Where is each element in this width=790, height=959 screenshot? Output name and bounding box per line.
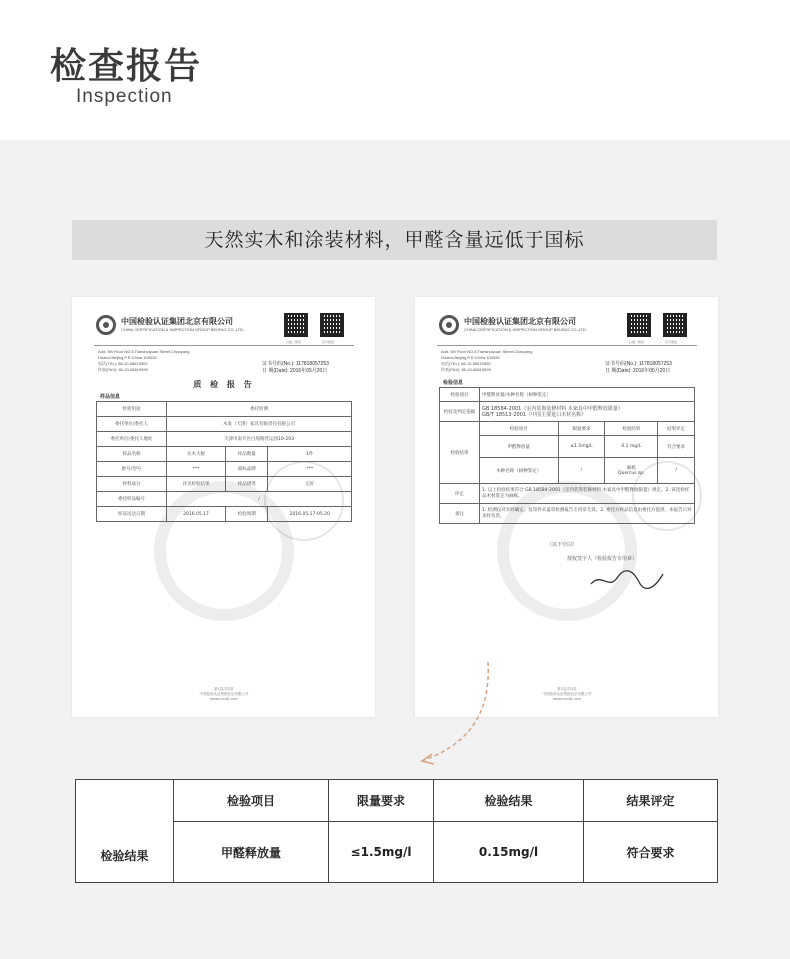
page-footer: [94, 687, 354, 702]
table-cell: /: [658, 458, 695, 484]
table-cell: 样品送达日期: [97, 507, 167, 522]
qr-code-icon: [284, 313, 308, 337]
qr-code-icon: [663, 313, 687, 337]
table-cell: 检验结果: [605, 422, 658, 436]
table-cell: 材料成分: [97, 477, 167, 492]
org-name-cn: 中国检验认证集团北京有限公司: [121, 317, 233, 326]
fax-line: 传真(FAX): 86-10-58619599: [98, 367, 148, 372]
blank-note: （以下空白）: [547, 542, 578, 548]
table-row: [97, 447, 352, 462]
table-cell: 检验项目: [480, 422, 559, 436]
table-cell: 甲醛释放量/木种名称（树种鉴定）: [480, 388, 695, 402]
footer-line: 第2页/共2页: [557, 687, 577, 691]
table-cell: 详见检验结果: [167, 477, 226, 492]
fax-line: 传真(FAX): 86-10-58619599: [441, 367, 491, 372]
value-cell: 符合要求: [584, 822, 718, 883]
table-cell: 完好: [268, 477, 352, 492]
table-cell: 样品数量: [226, 447, 268, 462]
cert-block: [262, 361, 329, 375]
result-row-label: 检验结果: [76, 780, 174, 883]
table-cell: 结果评定: [658, 422, 695, 436]
footer-line: www.ccicbj.com: [553, 697, 581, 701]
result-table: [75, 779, 718, 883]
table-row: [97, 417, 352, 432]
qr-caption: 扫描二维码: [286, 340, 302, 344]
table-row: [97, 462, 352, 477]
table-cell: 2016.05.17-05.20: [268, 507, 352, 522]
table-cell: 检验用途: [97, 402, 167, 417]
qr-caption: 扫描二维码: [629, 340, 645, 344]
header-cell: 结果评定: [584, 780, 718, 822]
org-name-en: CHINA CERTIFICATION & INSPECTION GROUP BEIJING CO.,LTD.: [121, 327, 245, 332]
header-cell: 检验结果: [434, 780, 584, 822]
table-row: [440, 484, 695, 504]
table-cell: 实木大板: [167, 447, 226, 462]
table-cell: 1. 以上检验结果符合 GB 18584-2001《室内装饰装修材料 木家具中甲醛释放限量》规定。2. 该送检样品木材鉴定为麻栎。: [480, 484, 695, 504]
table-cell: 检验项目: [440, 388, 480, 402]
report-page-1[interactable]: [72, 297, 375, 717]
table-cell: 批号/型号: [97, 462, 167, 477]
page-title: 检查报告: [50, 46, 203, 87]
table-cell: 麻栎 Quercus sp.: [605, 458, 658, 484]
table-cell: 木发（天津）家具有限责任有限公司: [167, 417, 352, 432]
table-cell: 甲醛释放量: [480, 436, 559, 458]
table-row: [97, 432, 352, 447]
footer-line: 中国检验认证集团北京有限公司: [542, 692, 592, 696]
table-cell: ***: [167, 462, 226, 477]
divider: [94, 345, 354, 346]
table-cell: 样品名称: [97, 447, 167, 462]
address-line: Add: 5th Floor NO.6,Tianshuiyuan Street,Chaoyang: [98, 349, 190, 354]
header-cell: 检验项目: [174, 780, 329, 822]
org-name-en: CHINA CERTIFICATION & INSPECTION GROUP BEIJING CO.,LTD.: [464, 327, 588, 332]
cert-date: 日 期(Date): 2016年05月20日: [262, 368, 328, 374]
table-cell: 1件: [268, 447, 352, 462]
table-cell: 2016.05.17: [167, 507, 226, 522]
footer-line: www.ccicbj.com: [210, 697, 238, 701]
table-cell: ***: [268, 462, 352, 477]
table-cell: 委托单位/委托人地址: [97, 432, 167, 447]
footer-line: 中国检验认证集团北京有限公司: [199, 692, 249, 696]
table-row: [97, 507, 352, 522]
report-sheet: [437, 311, 697, 705]
page-subtitle: Inspection: [76, 86, 173, 107]
value-cell: 甲醛释放量: [174, 822, 329, 883]
table-cell: 0.1 mg/L: [605, 436, 658, 458]
table-row: [76, 780, 718, 822]
report-title: 质 检 报 告: [193, 380, 255, 389]
org-name-cn: 中国检验认证集团北京有限公司: [464, 317, 576, 326]
table-row: [440, 504, 695, 524]
table-cell: 天津市南开区白堤路营运园10-203: [167, 432, 352, 447]
table-cell: 样品描述: [226, 477, 268, 492]
table-cell: ≤1.5mg/L: [558, 436, 605, 458]
table-cell: /: [558, 458, 605, 484]
page-header: [0, 0, 790, 140]
table-cell: 1. 检测仪对未经确定、复印件未盖章检测报告专用章无效。2. 委托方样品信息由委托方提供，本报告只对来样负责。: [480, 504, 695, 524]
dashed-arrow-icon: [410, 660, 510, 770]
report-sheet: [94, 311, 354, 705]
table-cell: 商标品牌: [226, 462, 268, 477]
table-cell: /: [167, 492, 352, 507]
qr-code-icon: [627, 313, 651, 337]
table-cell: 检验结果: [440, 422, 480, 484]
address-line: District,Beijing,P.R.China 100026: [98, 355, 157, 360]
signature-icon: [587, 566, 667, 592]
qr-code-icon: [320, 313, 344, 337]
address-line: Add: 5th Floor NO.6,Tianshuiyuan Street,Chaoyang: [441, 349, 533, 354]
ccic-logo-icon: [439, 315, 459, 335]
table-row: [440, 402, 695, 422]
footer-line: 第1页/共2页: [214, 687, 234, 691]
value-cell: 0.15mg/l: [434, 822, 584, 883]
address-block: [98, 349, 189, 373]
address-block: [441, 349, 532, 373]
table-cell: 限量要求: [558, 422, 605, 436]
qr-caption: 官方微信: [665, 340, 678, 344]
table-cell: 委托检测: [167, 402, 352, 417]
table-row: [97, 477, 352, 492]
qr-caption: 官方微信: [322, 340, 335, 344]
table-row: [440, 422, 695, 436]
test-info-table: [439, 387, 695, 524]
divider: [437, 345, 697, 346]
authorized-signer: 授权签字人（检验报告专用章）: [567, 556, 638, 562]
table-cell: GB 18584-2001《室内装饰装修材料 木家具中甲醛释放限量》 GB/T 18513-2001《中国主要进口木材名称》: [480, 402, 695, 422]
section-title: 样品信息: [100, 394, 121, 400]
cert-number: 证书号码(No.): 117818057253: [262, 361, 329, 367]
table-row: [97, 402, 352, 417]
table-cell: 委托单位/委托人: [97, 417, 167, 432]
cert-date: 日 期(Date): 2016年05月20日: [605, 368, 671, 374]
table-cell: 备注: [440, 504, 480, 524]
table-row: [440, 388, 695, 402]
table-cell: 检验及判定依据: [440, 402, 480, 422]
header-cell: 限量要求: [329, 780, 434, 822]
table-cell: 检验周期: [226, 507, 268, 522]
report-page-2[interactable]: [415, 297, 718, 717]
value-cell: ≤1.5mg/l: [329, 822, 434, 883]
table-row: [97, 492, 352, 507]
table-cell: 木种名称（树种鉴定）: [480, 458, 559, 484]
table-cell: 委托样品编号: [97, 492, 167, 507]
table-cell: 符合要求: [658, 436, 695, 458]
address-line: District,Beijing,P.R.China 100026: [441, 355, 500, 360]
sample-info-table: [96, 401, 352, 522]
section-title: 检验信息: [443, 380, 464, 386]
cert-number: 证书号码(No.): 117818057253: [605, 361, 672, 367]
tel-line: 电话(TEL): 86-10-58619500: [441, 361, 491, 366]
headline-banner: 天然实木和涂装材料，甲醛含量远低于国标: [72, 220, 717, 260]
tel-line: 电话(TEL): 86-10-58619500: [98, 361, 148, 366]
cert-block: [605, 361, 672, 375]
ccic-logo-icon: [96, 315, 116, 335]
table-cell: 评定: [440, 484, 480, 504]
